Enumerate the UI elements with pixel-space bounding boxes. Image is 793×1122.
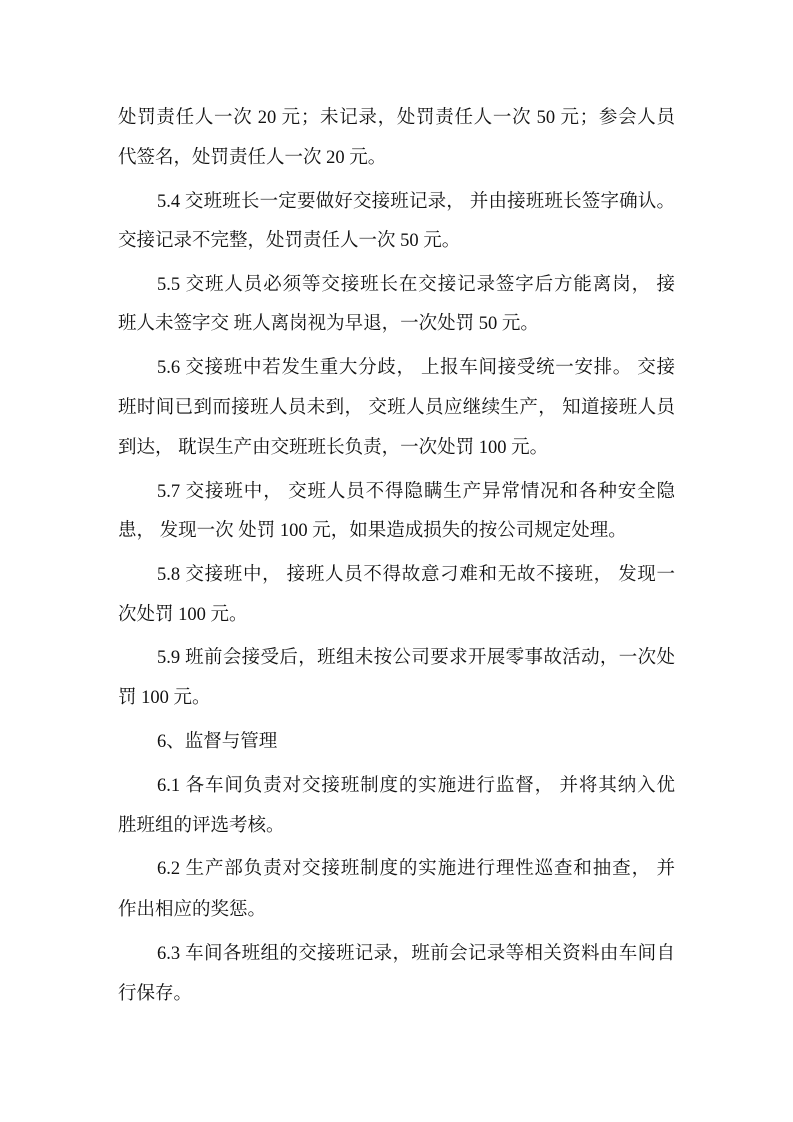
text-line: 到达， 耽误生产由交班班长负责，一次处罚 100 元。 <box>118 438 549 458</box>
text-line: 6.2 生产部负责对交接班制度的实施进行理性巡查和抽查， 并 <box>157 859 675 879</box>
text-line: 5.4 交班班长一定要做好交接班记录， 并由接班班长签字确认。 <box>157 192 675 212</box>
text-line: 5.6 交接班中若发生重大分歧， 上报车间接受统一安排。 交接 <box>157 358 675 378</box>
text-line: 5.7 交接班中， 交班人员不得隐瞒生产异常情况和各种安全隐 <box>157 482 675 502</box>
text-line: 行保存。 <box>118 984 193 1004</box>
text-line: 班时间已到而接班人员未到， 交班人员应继续生产， 知道接班人员 <box>118 398 675 418</box>
text-line: 处罚责任人一次 20 元；未记录，处罚责任人一次 50 元；参会人员 <box>118 108 675 128</box>
text-line: 6.3 车间各班组的交接班记录，班前会记录等相关资料由车间自 <box>157 944 675 964</box>
text-line: 胜班组的评选考核。 <box>118 816 285 836</box>
text-line: 罚 100 元。 <box>118 688 211 708</box>
text-line: 患， 发现一次 处罚 100 元，如果造成损失的按公司规定处理。 <box>118 521 627 541</box>
text-line: 6.1 各车间负责对交接班制度的实施进行监督， 并将其纳入优 <box>157 776 675 796</box>
text-line: 代签名，处罚责任人一次 20 元。 <box>118 148 387 168</box>
text-line: 作出相应的奖惩。 <box>118 900 267 920</box>
text-line: 班人未签字交 班人离岗视为早退，一次处罚 50 元。 <box>118 314 539 334</box>
section-heading: 6、监督与管理 <box>157 732 278 752</box>
text-line: 5.5 交班人员必须等交接班长在交接记录签字后方能离岗， 接 <box>157 275 675 295</box>
text-line: 5.8 交接班中， 接班人员不得故意刁难和无故不接班， 发现一 <box>157 565 675 585</box>
text-line: 5.9 班前会接受后，班组未按公司要求开展零事故活动，一次处 <box>157 648 675 668</box>
text-line: 次处罚 100 元。 <box>118 605 248 625</box>
text-line: 交接记录不完整，处罚责任人一次 50 元。 <box>118 231 461 251</box>
